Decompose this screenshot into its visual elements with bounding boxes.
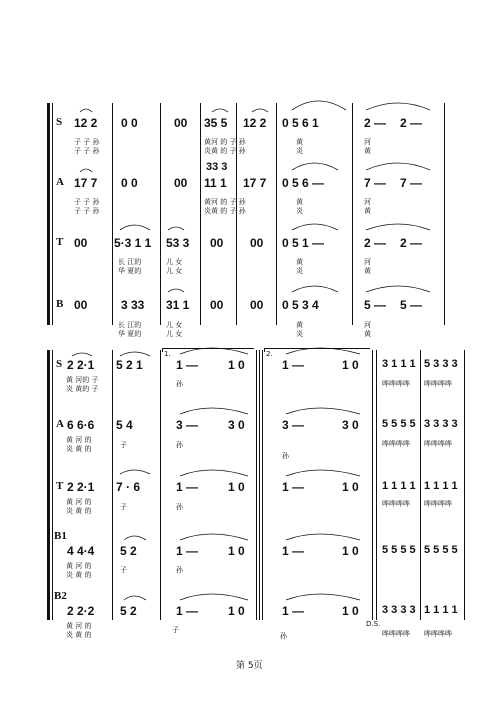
note-cell: 7 — — [364, 176, 387, 190]
note-cell: 0 0 — [121, 176, 138, 190]
note-cell: 5 5 5 5 — [382, 418, 416, 430]
note-cell: 3 3 3 3 — [424, 418, 458, 430]
lyric-line: 子 — [120, 441, 127, 449]
part-label-t: T — [56, 236, 64, 248]
note-cell: 1 1 1 1 — [382, 480, 416, 492]
lyric-line: 黄 — [364, 207, 371, 215]
note-cell: 1 0 — [228, 480, 245, 494]
note-cell: 2 2·1 — [67, 480, 95, 494]
lyric-tr: 哗哗哗哗 — [424, 380, 452, 388]
note-cell: 00 — [74, 298, 88, 312]
lyric-line: 黄 — [296, 198, 303, 206]
note-cell: 5 4 — [116, 418, 133, 432]
note-cell: 31 1 — [166, 298, 190, 312]
note-cell: 5 3 3 3 — [424, 358, 458, 370]
note-cell: 2 — — [400, 236, 423, 250]
note-cell: 1 — — [176, 544, 199, 558]
lyric-tr: 哗哗哗哗 — [382, 500, 410, 508]
note-cell: 3 33 — [121, 298, 145, 312]
note-cell: 17 7 — [74, 176, 98, 190]
lyric-line: 子 子 孙 — [74, 198, 100, 206]
note-cell: 53 3 — [166, 236, 190, 250]
lyric-tr: 哗哗哗哗 — [424, 500, 452, 508]
lyric-line: 孙 — [176, 503, 183, 511]
lyric-line: 河 — [364, 198, 371, 206]
note-cell: 5 2 — [120, 604, 137, 618]
lyric-line: 炎黄 的 子 孙 — [204, 207, 246, 215]
lyric-tr: 哗哗哗哗 — [382, 440, 410, 448]
note-cell: 3 1 1 1 — [382, 358, 416, 370]
lyric-tr: 哗哗哗哗 — [424, 630, 452, 638]
lyric-line: 子 — [172, 626, 179, 634]
lyric-line: 黄 河 的 — [66, 436, 92, 444]
lyric-line: 华 夏的 — [118, 267, 142, 275]
lyric-line: 黄 河 的 — [66, 622, 92, 630]
note-cell: 5·3 1 1 — [114, 236, 152, 250]
lyric-line: 黄 河的 子 — [66, 376, 99, 384]
note-cell: 1 — — [282, 604, 305, 618]
note-cell: 5 — — [400, 298, 423, 312]
lyric-line: 儿 女 — [166, 321, 183, 329]
part-label-a: A — [56, 176, 64, 188]
note-cell: 1 — — [176, 604, 199, 618]
lyric-line: 子 子 孙 — [74, 147, 100, 155]
lyric-tr: 哗哗哗哗 — [382, 630, 410, 638]
lyric-line: 炎 — [296, 267, 303, 275]
note-cell: 1 0 — [228, 358, 245, 372]
note-cell: 00 — [210, 298, 224, 312]
volta-2-label: 2. — [266, 350, 273, 358]
note-cell: 00 — [250, 236, 264, 250]
note-cell: 1 0 — [342, 604, 359, 618]
lyric-line: 炎 黄 的 — [66, 445, 92, 453]
lyric-line: 长 江的 — [118, 258, 142, 266]
note-cell: 1 — — [282, 544, 305, 558]
lyric-line: 儿 女 — [166, 258, 183, 266]
part-label-a: A — [56, 418, 64, 430]
lyric-tr: 哗哗哗哗 — [382, 380, 410, 388]
lyric-line: 黄 — [364, 267, 371, 275]
lyric-line: 炎 — [296, 330, 303, 338]
note-cell: 1 0 — [228, 604, 245, 618]
note-cell: 35 5 — [204, 116, 228, 130]
note-cell: 4 4·4 — [67, 544, 95, 558]
note-cell: 00 — [210, 236, 224, 250]
lyric-line: 黄 — [364, 147, 371, 155]
lyric-line: 华 夏的 — [118, 330, 142, 338]
note-cell: 2 — — [364, 116, 387, 130]
note-cell: 33 3 — [206, 161, 228, 173]
note-cell: 2 — — [364, 236, 387, 250]
lyric-line: 炎 黄的 子 — [66, 385, 99, 393]
lyric-line: 孙 — [176, 441, 183, 449]
lyric-line: 儿 女 — [166, 330, 183, 338]
lyric-line: 炎 — [296, 147, 303, 155]
note-cell: 12 2 — [74, 116, 98, 130]
note-cell: 00 — [250, 298, 264, 312]
note-cell: 3 — — [282, 418, 305, 432]
note-cell: 0 5 6 — — [282, 176, 325, 190]
lyric-line: 孙 — [280, 632, 287, 640]
lyric-tr: 哗哗哗哗 — [424, 440, 452, 448]
lyric-line: 黄 河 的 — [66, 498, 92, 506]
lyric-line: 河 — [364, 321, 371, 329]
note-cell: 00 — [174, 116, 188, 130]
note-cell: 3 0 — [342, 418, 359, 432]
lyric-line: 子 — [120, 503, 127, 511]
note-cell: 7 · 6 — [116, 480, 141, 494]
note-cell: 2 — — [400, 116, 423, 130]
note-cell: 1 — — [282, 480, 305, 494]
note-cell: 1 — — [282, 358, 305, 372]
lyric-line: 河 — [364, 138, 371, 146]
note-cell: 3 0 — [228, 418, 245, 432]
note-cell: 5 — — [364, 298, 387, 312]
part-label-b2: B2 — [54, 590, 67, 602]
lyric-line: 子 — [120, 566, 127, 574]
lyric-line: 炎 黄 的 — [66, 631, 92, 639]
lyric-line: 孙 — [176, 380, 183, 388]
note-cell: 1 1 1 1 — [424, 480, 458, 492]
note-cell: 0 5 3 4 — [282, 298, 319, 312]
note-cell: 1 0 — [342, 480, 359, 494]
note-cell: 2 2·2 — [67, 604, 95, 618]
lyric-line: 黄 — [296, 321, 303, 329]
lyric-line: 黄 — [296, 138, 303, 146]
note-cell: 5 2 1 — [116, 358, 143, 372]
lyric-line: 子 子 孙 — [74, 138, 100, 146]
lyric-line: 子 子 孙 — [74, 207, 100, 215]
part-label-b1: B1 — [54, 530, 67, 542]
note-cell: 1 0 — [342, 358, 359, 372]
lyric-line: 黄河 的 子 孙 — [204, 198, 246, 206]
note-cell: 00 — [74, 236, 88, 250]
note-cell: 7 — — [400, 176, 423, 190]
note-cell: 1 1 1 1 — [424, 604, 458, 616]
note-cell: 17 7 — [243, 176, 267, 190]
part-label-b: B — [56, 298, 64, 310]
note-cell: 1 0 — [342, 544, 359, 558]
lyric-line: 河 — [364, 258, 371, 266]
note-cell: 6 6·6 — [67, 418, 95, 432]
note-cell: 1 0 — [228, 544, 245, 558]
note-cell: 0 5 1 — — [282, 236, 325, 250]
lyric-line: 长 江的 — [118, 321, 142, 329]
part-label-s: S — [56, 358, 63, 370]
note-cell: 5 5 5 5 — [382, 544, 416, 556]
note-cell: 3 — — [176, 418, 199, 432]
lyric-line: 炎 黄 的 — [66, 571, 92, 579]
lyric-line: 黄河 的 子 孙 — [204, 138, 246, 146]
note-cell: 1 — — [176, 358, 199, 372]
lyric-line: 儿 女 — [166, 267, 183, 275]
lyric-line: 炎 — [296, 207, 303, 215]
lyric-line: 黄 — [364, 330, 371, 338]
volta-1-label: 1. — [164, 350, 171, 358]
note-cell: 12 2 — [243, 116, 267, 130]
page-number: 第 5页 — [236, 661, 263, 671]
note-cell: 2 2·1 — [67, 358, 95, 372]
lyric-line: 黄 — [296, 258, 303, 266]
note-cell: 5 5 5 5 — [424, 544, 458, 556]
note-cell: 0 0 — [121, 116, 138, 130]
part-label-t: T — [56, 480, 64, 492]
lyric-line: 孙 — [282, 452, 289, 460]
part-label-s: S — [56, 116, 63, 128]
lyric-line: 黄 河 的 — [66, 562, 92, 570]
lyric-line: 孙 — [176, 566, 183, 574]
lyric-line: 炎 黄 的 — [66, 507, 92, 515]
note-cell: 1 — — [176, 480, 199, 494]
note-cell: 5 2 — [120, 544, 137, 558]
note-cell: 3 3 3 3 — [382, 604, 416, 616]
ds-marking: D.S. — [366, 620, 381, 628]
lyric-line: 炎黄 的 子 孙 — [204, 147, 246, 155]
note-cell: 00 — [174, 176, 188, 190]
note-cell: 0 5 6 1 — [282, 116, 319, 130]
note-cell: 11 1 — [204, 176, 227, 190]
